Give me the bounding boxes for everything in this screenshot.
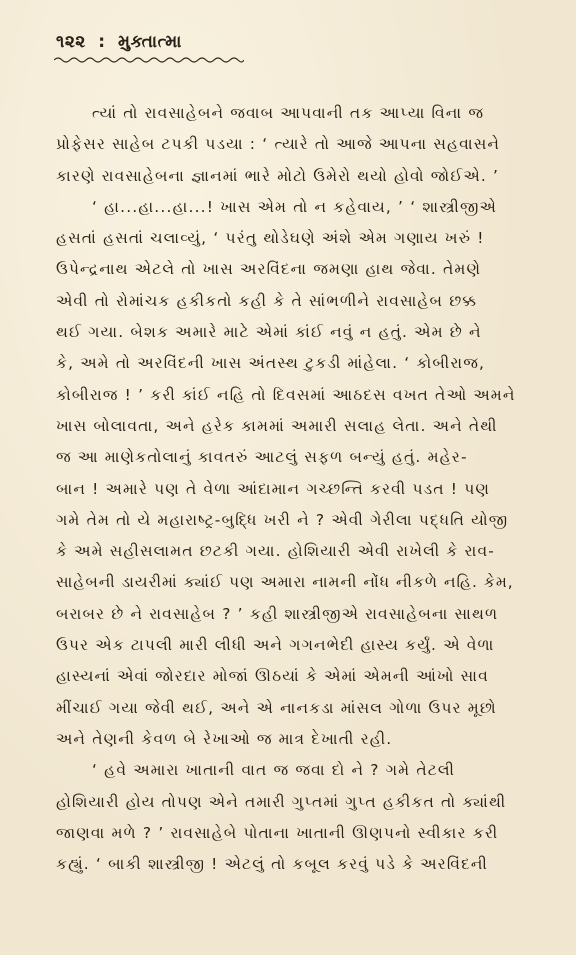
text-line: ગમે તેમ તો યે મહારાષ્ટ્ર-બુદ્ધિ ખરી ને ? એવી ગેરીલા પદ્ધતિ યોજી bbox=[56, 510, 509, 529]
text-line: ‘ હા...હા...હા...! ખાસ એમ તો ન કહેવાય, ’ ‘ શાસ્ત્રીજીએ bbox=[92, 197, 497, 216]
text-line: બાન ! અમારે પણ તે વેળા આંદામાન ગચ્છન્તિ કરવી પડત ! પણ bbox=[56, 479, 491, 498]
paragraph-1 bbox=[56, 98, 534, 192]
text-line: જાણવા મળે ? ’ રાવસાહેબે પોતાના ખાતાની ઊણપનો સ્વીકાર કરી bbox=[56, 823, 499, 842]
wavy-rule-ornament bbox=[54, 56, 244, 64]
text-line: હોશિયારી હોય તોપણ એને તમારી ગુપ્તમાં ગુપ્ત હકીકત તો ક્યાંથી bbox=[56, 792, 507, 811]
paragraph-3 bbox=[56, 755, 534, 880]
text-line: કોબીરાજ ! ’ કરી કાંઈ નહિ તો દિવસમાં આઠદસ વખત તેઓ અમને bbox=[56, 385, 516, 404]
text-line: મીંચાઈ ગયા જેવી થઈ, અને એ નાનકડા માંસલ ગોળા ઉપર મૂછો bbox=[56, 698, 497, 717]
text-line: કારણે રાવસાહેબના જ્ઞાનમાં ભારે મોટો ઉમેરો થયો હોવો જોઈએ. ’ bbox=[56, 166, 500, 185]
text-line: પ્રોફેસર સાહેબ ટપકી પડયા : ‘ ત્યારે તો આજે આપના સહવાસને bbox=[56, 135, 501, 154]
text-line: હાસ્યનાં એવાં જોરદાર મોજાં ઊઠયાં કે એમાં એમની આંખો સાવ bbox=[56, 667, 489, 686]
text-line: ઉપેન્દ્રનાથ એટલે તો ખાસ અરવિંદના જમણા હાથ જેવા. તેમણે bbox=[56, 260, 482, 279]
page-number: ૧૨૨ bbox=[56, 32, 86, 52]
text-line: ‘ હવે અમારા ખાતાની વાત જ જવા દો ને ? ગમે તેટલી bbox=[92, 761, 456, 780]
paragraph-2 bbox=[56, 192, 534, 755]
text-line: એવી તો રોમાંચક હકીકતો કહી કે તે સાંભળીને રાવસાહેબ છક્ક bbox=[56, 291, 478, 310]
text-line: હસતાં હસતાં ચલાવ્યું, ‘ પરંતુ થોડેઘણે અંશે એમ ગણાય ખરું ! bbox=[56, 229, 485, 248]
text-line: કહ્યું. ‘ બાકી શાસ્ત્રીજી ! એટલું તો કબૂલ કરવું પડે કે અરવિંદની bbox=[56, 855, 488, 874]
body-text bbox=[56, 98, 534, 880]
running-head bbox=[56, 30, 534, 54]
text-line: અને તેણની કેવળ બે રેખાઓ જ માત્ર દેખાતી રહી. bbox=[56, 729, 393, 748]
text-line: કે, અમે તો અરવિંદની ખાસ અંતસ્થ ટુકડી માંહેલા. ‘ કોબીરાજ, bbox=[56, 354, 486, 373]
header-separator: : bbox=[98, 32, 106, 52]
text-line: જ આ માણેકતોલાનું કાવતરું આટલું સફળ બન્યું હતું. મહેર- bbox=[56, 448, 468, 467]
text-line: કે અમે સહીસલામત છટકી ગયા. હોશિયારી એવી રાખેલી કે રાવ- bbox=[56, 542, 496, 561]
text-line: સાહેબની ડાયરીમાં ક્યાંઈ પણ અમારા નામની નોંધ નીકળે નહિ. કેમ, bbox=[56, 573, 514, 592]
book-title: મુક્તાત્મા bbox=[117, 32, 182, 52]
text-line: ખાસ બોલાવતા, અને હરેક કામમાં અમારી સલાહ લેતા. અને તેથી bbox=[56, 416, 498, 435]
text-line: ત્યાં તો રાવસાહેબને જવાબ આપવાની તક આપ્યા વિના જ bbox=[92, 104, 485, 122]
text-line: ઉપર એક ટાપલી મારી લીધી અને ગગનભેદી હાસ્ય કર્યું. એ વેળા bbox=[56, 636, 495, 655]
text-line: બરાબર છે ને રાવસાહેબ ? ’ કહી શાસ્ત્રીજીએ રાવસાહેબના સાથળ bbox=[56, 604, 499, 623]
text-line: થઈ ગયા. બેશક અમારે માટે એમાં કાંઈ નવું ન હતું. એમ છે ને bbox=[56, 323, 482, 342]
